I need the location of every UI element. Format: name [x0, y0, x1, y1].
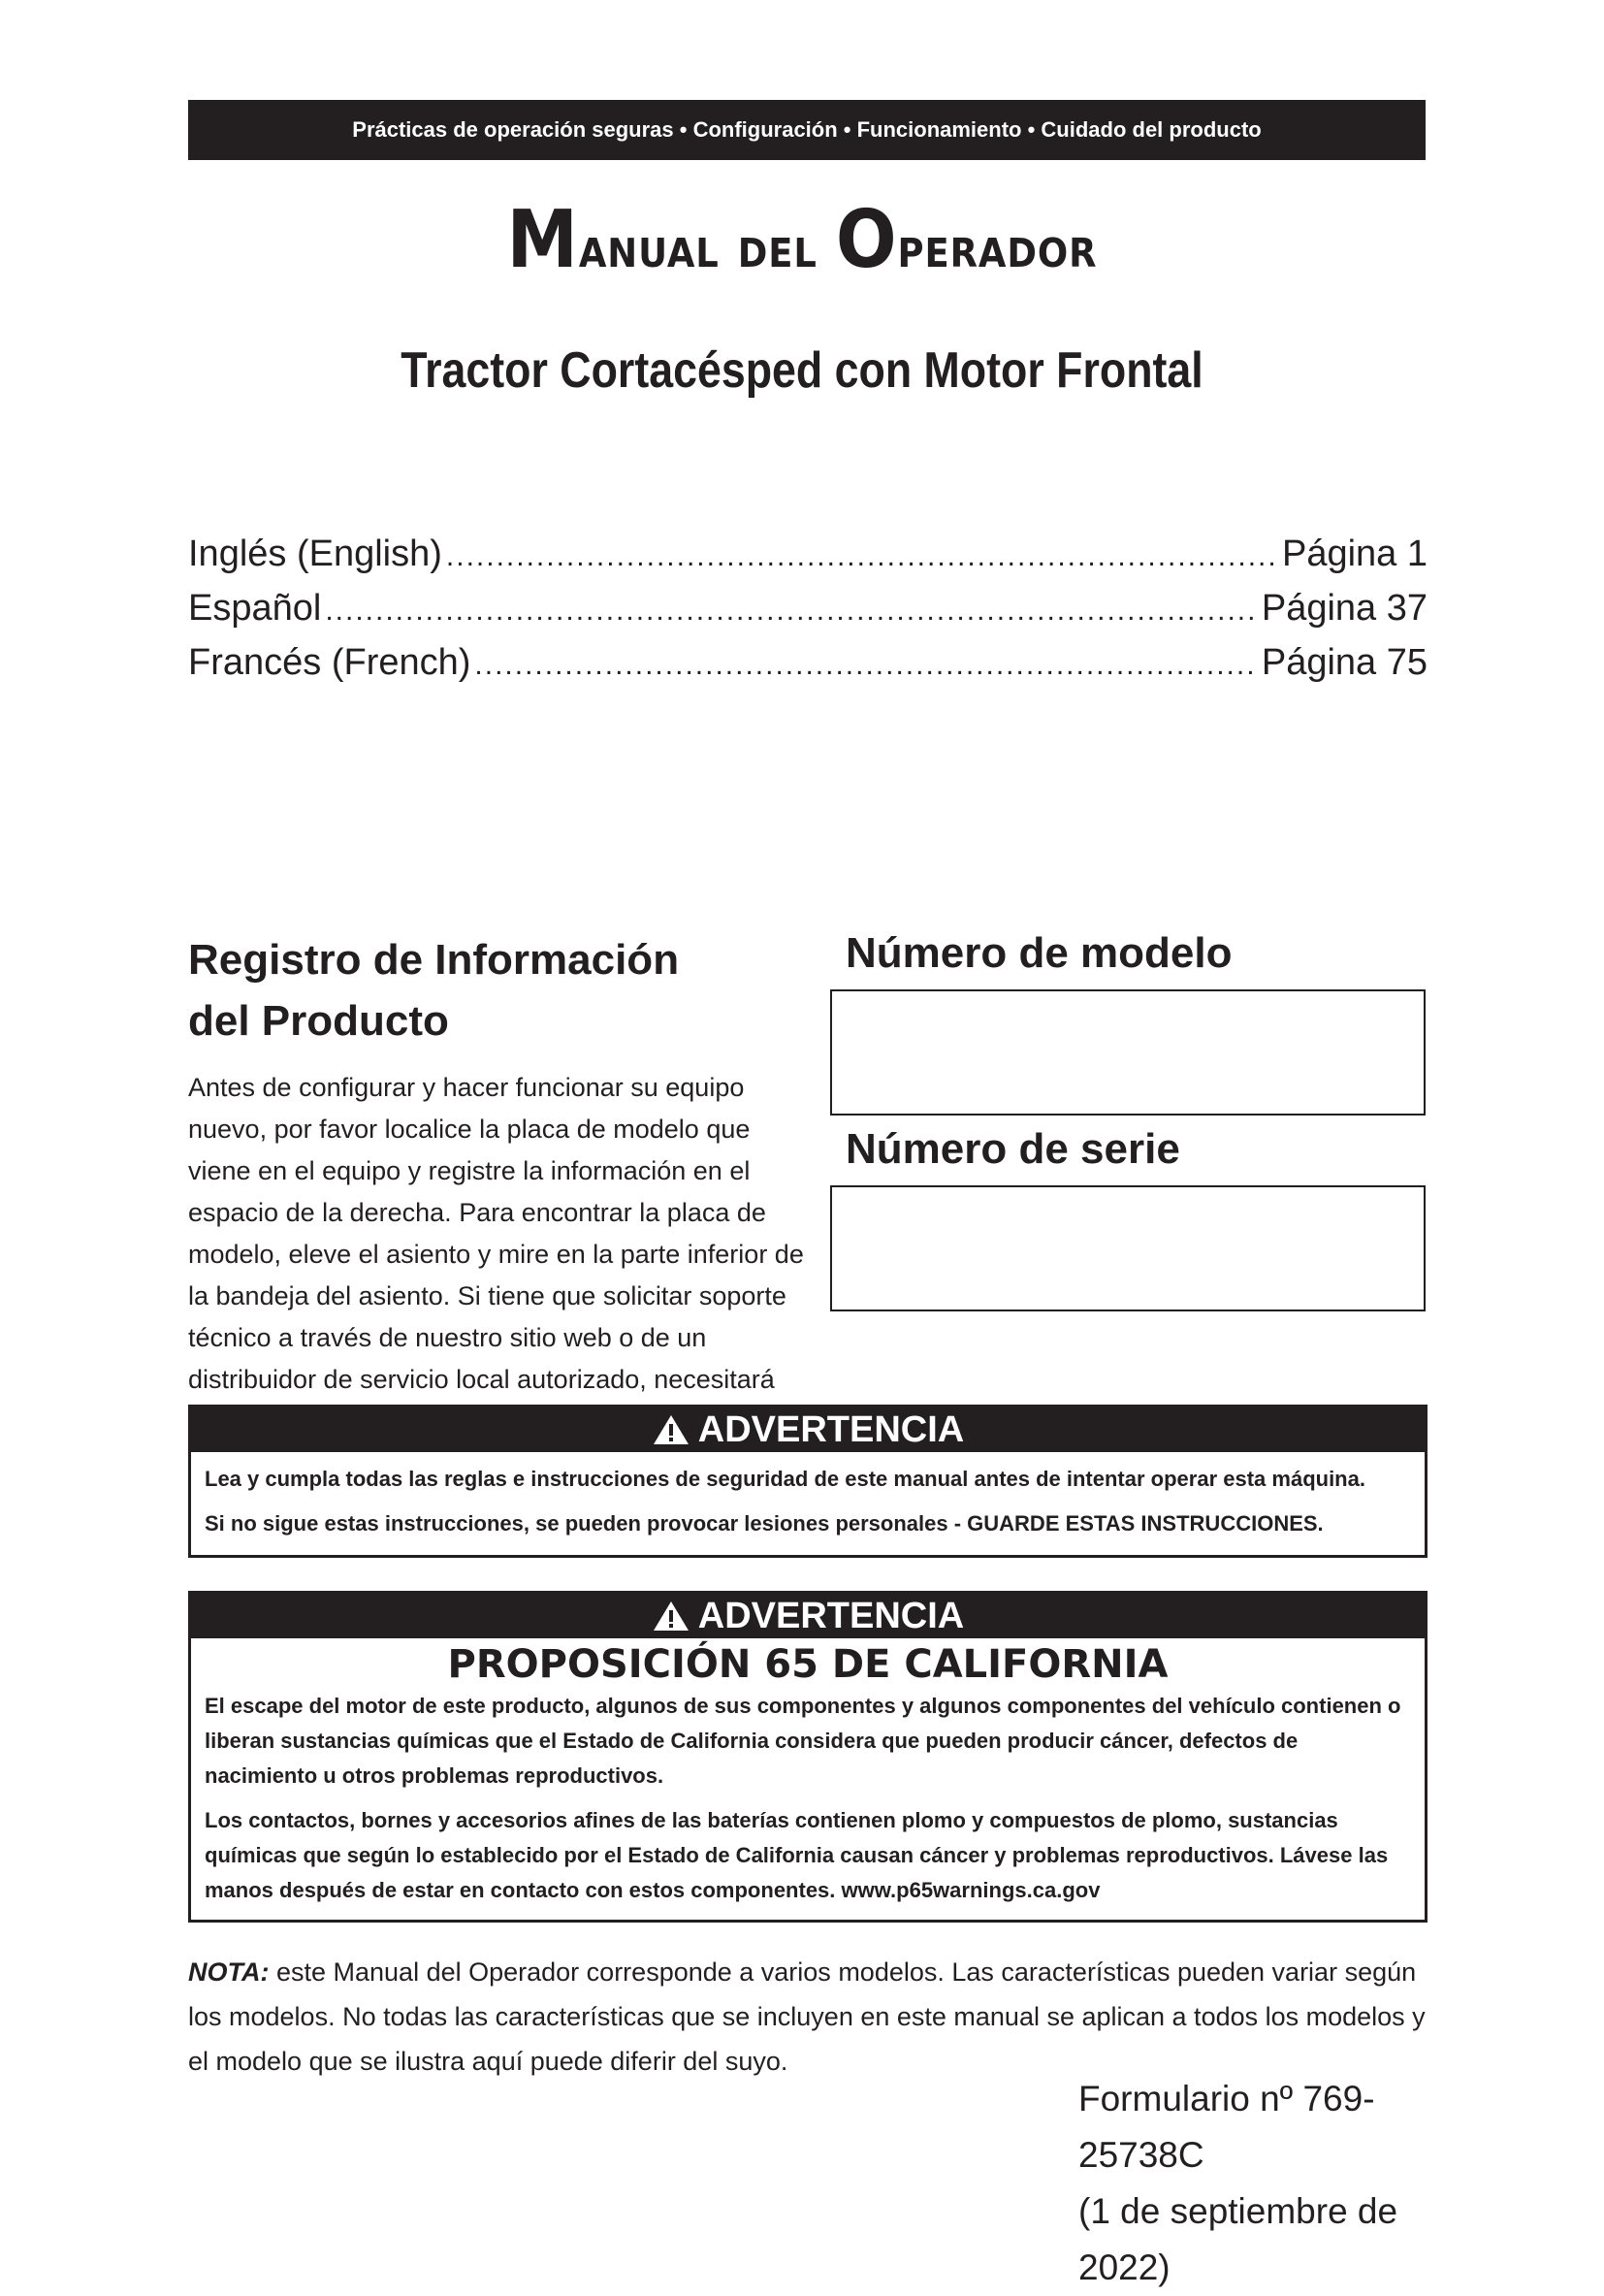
prop65-heading: ADVERTENCIA — [697, 1595, 965, 1636]
warning-line-1: Lea y cumpla todas las reglas e instrucciones de seguridad de este manual antes de intentar operar esta máquina. — [205, 1467, 1365, 1491]
model-number-label: Número de modelo — [846, 929, 1233, 977]
toc-row-spanish — [188, 588, 1428, 642]
prop65-warning-box — [188, 1591, 1428, 1923]
prop65-warning-header — [191, 1594, 1425, 1638]
language-index — [188, 534, 1428, 696]
prop65-body — [191, 1689, 1425, 1916]
note-label: NOTA: — [188, 1957, 270, 1987]
warning-line-2: Si no sigue estas instrucciones, se pueden provocar lesiones personales - GUARDE ESTAS INSTRUCCIONES. — [205, 1511, 1324, 1536]
manual-title — [80, 194, 1524, 286]
toc-leader-dots — [325, 595, 1258, 628]
model-number-field[interactable] — [830, 989, 1426, 1116]
toc-row-french — [188, 642, 1428, 696]
toc-page: Página 37 — [1261, 588, 1428, 629]
warning-body — [191, 1452, 1425, 1549]
toc-page: Página 1 — [1281, 534, 1428, 574]
warning-triangle-icon — [652, 1600, 690, 1633]
safety-warning-box — [188, 1405, 1428, 1558]
toc-label: Francés (French) — [188, 642, 471, 683]
title-part-1: anual del — [578, 214, 836, 280]
banner-text: Prácticas de operación seguras • Configuración • Funcionamiento • Cuidado del producto — [352, 117, 1262, 142]
serial-number-field[interactable] — [830, 1185, 1426, 1311]
form-number: Formulario nº 769-25738C — [1078, 2079, 1375, 2175]
prop65-paragraph-2: Los contactos, bornes y accesorios afines de las baterías contienen plomo y compuestos de plomo, sustancias químicas que según lo establecido por el Estado de California causan cáncer y problemas reproductivos. Lávese las manos después de estar en contacto con estos componentes. www.p65warnings.ca.gov — [205, 1808, 1389, 1902]
form-date: (1 de septiembre de 2022) — [1078, 2191, 1398, 2287]
registration-title-line1: Registro de Información — [188, 936, 680, 984]
top-banner — [188, 100, 1426, 160]
registration-title-line2: del Producto — [188, 997, 449, 1045]
toc-label: Inglés (English) — [188, 534, 442, 574]
toc-leader-dots — [474, 649, 1257, 682]
warning-heading: ADVERTENCIA — [697, 1408, 965, 1450]
subtitle: Tractor Cortacésped con Motor Frontal — [401, 342, 1203, 399]
toc-label: Español — [188, 588, 322, 629]
toc-page: Página 75 — [1261, 642, 1428, 683]
serial-number-label: Número de serie — [846, 1125, 1180, 1173]
warning-header — [191, 1407, 1425, 1452]
form-number-block — [1078, 2071, 1428, 2296]
registration-text: Antes de configurar y hacer funcionar su equipo nuevo, por favor localice la placa de modelo que viene en el equipo y registre la información en el espacio de la derecha. Para encontrar la placa de modelo, eleve el asiento y mire en la parte inferior de la bandeja del asiento. Si tiene que solicitar soporte técnico a través de nuestro sitio web o de un distribuidor de servicio local autorizado, necesitará — [188, 1073, 804, 1394]
title-initial-o: O — [835, 194, 898, 286]
note-text: este Manual del Operador corresponde a varios modelos. Las características pueden variar según los modelos. No todas las características que se incluyen en este manual se aplican a todos los modelos y el modelo que se ilustra aquí puede diferir del suyo. — [188, 1957, 1426, 2076]
title-initial-m: M — [506, 194, 579, 286]
note-paragraph — [188, 1950, 1429, 2084]
toc-row-english — [188, 534, 1428, 588]
prop65-title: PROPOSICIÓN 65 DE CALIFORNIA — [447, 1642, 1169, 1687]
prop65-paragraph-1: El escape del motor de este producto, algunos de sus componentes y algunos componentes del vehículo contienen o liberan sustancias químicas que el Estado de California considera que pueden producir cáncer, defectos de nacimiento u otros problemas reproductivos. — [205, 1694, 1401, 1788]
title-part-2: perador — [897, 214, 1098, 280]
toc-leader-dots — [446, 540, 1278, 573]
registration-title — [188, 929, 770, 1051]
warning-triangle-icon — [652, 1413, 690, 1446]
